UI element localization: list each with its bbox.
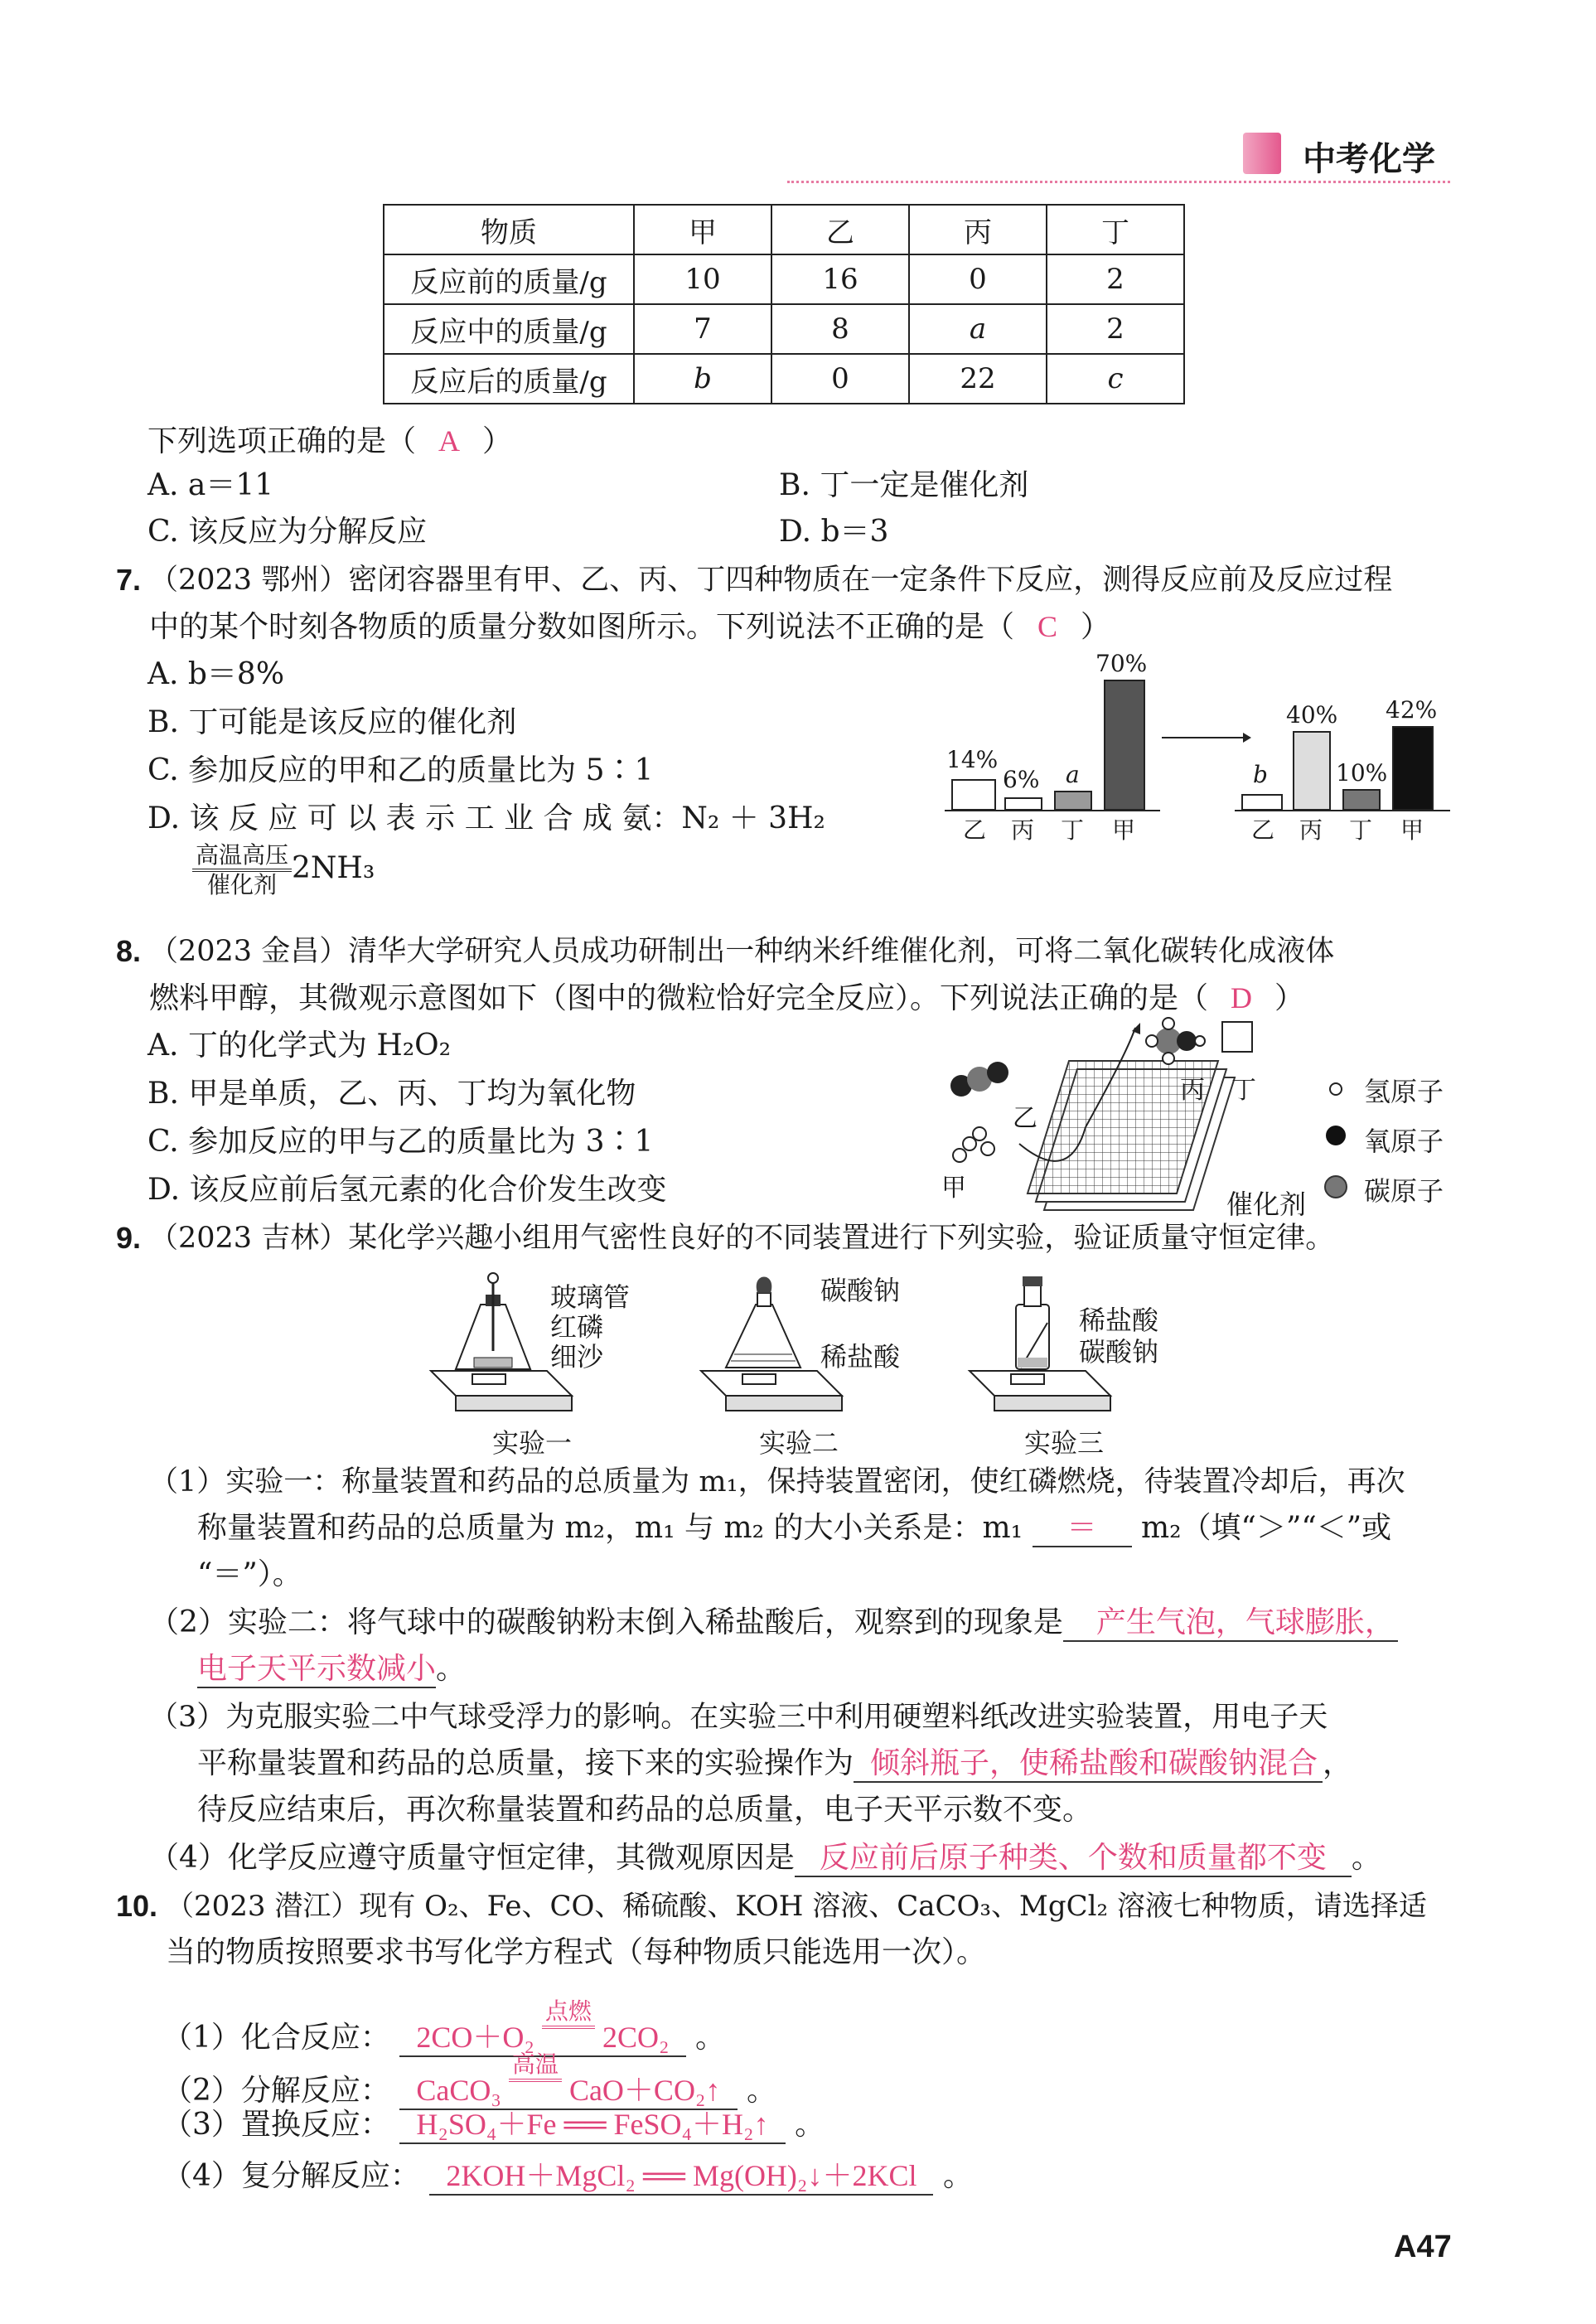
table-cell: 8 bbox=[771, 304, 909, 354]
header-divider bbox=[787, 181, 1450, 183]
carbon-atom-icon bbox=[1324, 1175, 1347, 1198]
value-label: 6% bbox=[1003, 766, 1040, 793]
bar-yi-after bbox=[1241, 794, 1283, 811]
bar-bing-before bbox=[1004, 797, 1042, 811]
table-cell: 2 bbox=[1047, 254, 1184, 304]
q8-label-yi: 乙 bbox=[1013, 1104, 1037, 1133]
exp3-label-sodium-carbonate: 碳酸钠 bbox=[1079, 1336, 1159, 1368]
exp2-label-hcl: 稀盐酸 bbox=[820, 1341, 901, 1373]
table-header: 丙 bbox=[909, 205, 1047, 254]
value-label: b bbox=[1253, 761, 1268, 788]
table-cell: 7 bbox=[634, 304, 771, 354]
table-cell: 0 bbox=[771, 354, 909, 404]
q6-stem: 下列选项正确的是（ A ） bbox=[148, 421, 512, 462]
table-cell: 10 bbox=[634, 254, 771, 304]
q7-answer: C bbox=[1037, 610, 1058, 643]
page-number: A47 bbox=[1394, 2230, 1452, 2264]
q9-p3-line3: 待反应结束后，再次称量装置和药品的总质量，电子天平示数不变。 bbox=[197, 1793, 1093, 1827]
q9-p2-line1: （2）实验二：将气球中的碳酸钠粉末倒入稀盐酸后，观察到的现象是 产生气泡，气球膨胀， bbox=[149, 1603, 1398, 1643]
exp1-caption: 实验一 bbox=[492, 1427, 573, 1459]
axis-after bbox=[1235, 810, 1450, 811]
exp1-label-phosphorus: 红磷 bbox=[550, 1311, 604, 1343]
q9-p1-answer: ＝ bbox=[1033, 1509, 1132, 1547]
q7-option-a: A. b＝8% bbox=[148, 657, 285, 691]
q9-p4-answer: 反应前后原子种类、个数和质量都不变 bbox=[795, 1839, 1352, 1877]
category-label: 乙 bbox=[963, 816, 987, 844]
oxygen-atom-icon bbox=[1326, 1126, 1346, 1145]
q10-p4-answer: 2KOH＋MgCl₂ ══ Mg(OH)₂↓＋2KCl bbox=[429, 2157, 933, 2196]
q8-label-catalyst: 催化剂 bbox=[1226, 1189, 1307, 1220]
table-cell: 16 bbox=[771, 254, 909, 304]
table-cell: 0 bbox=[909, 254, 1047, 304]
q9-stem: （2023 吉林）某化学兴趣小组用气密性良好的不同装置进行下列实验，验证质量守恒定律。 bbox=[149, 1222, 1335, 1255]
q9-p2-answer-1: 产生气泡，气球膨胀， bbox=[1063, 1604, 1398, 1642]
category-label: 丁 bbox=[1349, 816, 1373, 844]
table-header: 乙 bbox=[771, 205, 909, 254]
table-cell: 反应中的质量/g bbox=[384, 304, 634, 354]
category-label: 甲 bbox=[1112, 816, 1136, 844]
table-header: 甲 bbox=[634, 205, 771, 254]
q8-option-b: B. 甲是单质，乙、丙、丁均为氧化物 bbox=[148, 1077, 636, 1111]
q6-option-a: A. a＝11 bbox=[148, 468, 274, 502]
q8-molecule-methanol bbox=[1135, 1016, 1210, 1066]
q8-option-c: C. 参加反应的甲与乙的质量比为 3∶1 bbox=[148, 1125, 654, 1159]
table-cell: b bbox=[634, 354, 771, 404]
q9-p3-line1: （3）为克服实验二中气球受浮力的影响。在实验三中利用硬塑料纸改进实验装置，用电子天 bbox=[149, 1701, 1328, 1734]
exp3-caption: 实验三 bbox=[1024, 1427, 1105, 1459]
bar-jia-before bbox=[1104, 680, 1145, 811]
q9-p1-line2: 称量装置和药品的总质量为 m₂，m₁ 与 m₂ 的大小关系是：m₁ ＝ m₂（填“＞”“＜”或 bbox=[197, 1508, 1391, 1548]
q8-number: 8. bbox=[116, 934, 142, 968]
table-row bbox=[384, 304, 1184, 354]
q10-p4: （4）复分解反应： 2KOH＋MgCl₂ ══ Mg(OH)₂↓＋2KCl 。 bbox=[162, 2157, 973, 2196]
q8-option-a: A. 丁的化学式为 H₂O₂ bbox=[148, 1029, 452, 1063]
q9-p4-line1: （4）化学反应遵守质量守恒定律，其微观原因是 反应前后原子种类、个数和质量都不变 。 bbox=[149, 1838, 1381, 1878]
table-row bbox=[384, 354, 1184, 404]
q10-p2-answer: CaCO₃ 高温 CaO＋CO₂↑ bbox=[399, 2052, 737, 2110]
q10-line1: （2023 潜江）现有 O₂、Fe、CO、稀硫酸、KOH 溶液、CaCO₃、MgCl₂ 溶液七种物质，请选择适 bbox=[166, 1890, 1427, 1923]
q8-label-ding: 丁 bbox=[1231, 1076, 1256, 1105]
table-cell: 反应后的质量/g bbox=[384, 354, 634, 404]
q9-p1-line1: （1）实验一：称量装置和药品的总质量为 m₁，保持装置密闭，使红磷燃烧，待装置冷却后，再次 bbox=[149, 1465, 1405, 1498]
q9-p2-line2: 电子天平示数减小。 bbox=[197, 1649, 466, 1689]
q6-option-d: D. b＝3 bbox=[779, 515, 889, 549]
table-cell: 22 bbox=[909, 354, 1047, 404]
table-cell: 2 bbox=[1047, 304, 1184, 354]
category-label: 乙 bbox=[1251, 816, 1275, 844]
q9-number: 9. bbox=[116, 1221, 142, 1255]
q7-option-d: D. 该 反 应 可 以 表 示 工 业 合 成 氨：N₂ ＋ 3H₂ bbox=[148, 801, 825, 835]
q9-p2-answer-2: 电子天平示数减小 bbox=[197, 1650, 436, 1688]
q6-option-b: B. 丁一定是催化剂 bbox=[779, 468, 1029, 502]
q7-equation-cont: $\frac{\text{高温高压}}{\text{催化剂}}$ 2NH₃ bbox=[192, 842, 375, 898]
exp2-caption: 实验二 bbox=[759, 1427, 839, 1459]
arrow-icon bbox=[1160, 729, 1251, 746]
legend-hydrogen: 氢原子 bbox=[1364, 1076, 1444, 1107]
header-bookmark-icon bbox=[1243, 133, 1281, 174]
q6-answer: A bbox=[438, 424, 461, 458]
q8-line1: （2023 金昌）清华大学研究人员成功研制出一种纳米纤维催化剂，可将二氧化碳转化成液体 bbox=[149, 935, 1335, 968]
mass-table bbox=[383, 204, 1185, 404]
q9-p3-answer: 倾斜瓶子，使稀盐酸和碳酸钠混合 bbox=[854, 1745, 1323, 1783]
q10-line2: 当的物质按照要求书写化学方程式（每种物质只能选用一次）。 bbox=[166, 1935, 987, 1969]
q7-condition: $\frac{\text{高温高压}}{\text{催化剂}}$ bbox=[192, 842, 292, 898]
q10-p2: （2）分解反应： CaCO₃ 高温 CaO＋CO₂↑ 。 bbox=[162, 2052, 776, 2111]
q10-number: 10. bbox=[116, 1889, 158, 1923]
q8-answer: D bbox=[1231, 981, 1253, 1014]
value-label: 40% bbox=[1286, 701, 1338, 729]
value-label: 42% bbox=[1386, 696, 1438, 724]
q9-p3-line2: 平称量装置和药品的总质量，接下来的实验操作为 倾斜瓶子，使稀盐酸和碳酸钠混合 ， bbox=[197, 1744, 1352, 1784]
table-header: 物质 bbox=[384, 205, 634, 254]
category-label: 丙 bbox=[1299, 816, 1323, 844]
header-title: 中考化学 bbox=[1303, 141, 1435, 177]
q7-option-b: B. 丁可能是该反应的催化剂 bbox=[148, 705, 517, 739]
bar-ding-before bbox=[1054, 791, 1092, 811]
exp2-label-sodium-carbonate: 碳酸钠 bbox=[820, 1275, 901, 1306]
bar-bing-after bbox=[1293, 731, 1331, 811]
table-cell: c bbox=[1047, 354, 1184, 404]
category-label: 甲 bbox=[1400, 816, 1424, 844]
q8-label-jia: 甲 bbox=[941, 1174, 966, 1203]
exp1-label-tube: 玻璃管 bbox=[550, 1281, 631, 1313]
exp1-label-sand: 细沙 bbox=[550, 1341, 604, 1373]
bar-yi-before bbox=[951, 779, 996, 811]
value-label: 14% bbox=[946, 746, 999, 773]
q7-line2: 中的某个时刻各物质的质量分数如图所示。下列说法不正确的是（ C ） bbox=[149, 607, 1110, 647]
table-header-row bbox=[384, 205, 1184, 254]
table-header: 丁 bbox=[1047, 205, 1184, 254]
q7-number: 7. bbox=[116, 563, 142, 597]
table-cell: a bbox=[909, 304, 1047, 354]
q10-p3-answer: H₂SO₄＋Fe ══ FeSO₄＋H₂↑ bbox=[399, 2106, 785, 2144]
value-label: 70% bbox=[1095, 650, 1148, 677]
legend-oxygen: 氧原子 bbox=[1364, 1126, 1444, 1157]
category-label: 丙 bbox=[1011, 816, 1035, 844]
q10-p1: （1）化合反应： 2CO＋O₂ 点燃 2CO₂ 。 bbox=[162, 1999, 725, 2058]
category-label: 丁 bbox=[1061, 816, 1085, 844]
q8-option-d: D. 该反应前后氢元素的化合价发生改变 bbox=[148, 1173, 667, 1207]
hydrogen-atom-icon bbox=[1329, 1082, 1342, 1096]
value-label: a bbox=[1066, 761, 1080, 788]
q8-ding-box bbox=[1221, 1021, 1253, 1053]
q7-line1: （2023 鄂州）密闭容器里有甲、乙、丙、丁四种物质在一定条件下反应，测得反应前及反应过程 bbox=[149, 564, 1393, 597]
exp3-label-hcl: 稀盐酸 bbox=[1079, 1305, 1159, 1336]
table-cell: 反应前的质量/g bbox=[384, 254, 634, 304]
q8-label-bing: 丙 bbox=[1180, 1076, 1205, 1105]
q9-p1-line3: “＝”）。 bbox=[197, 1557, 302, 1591]
q6-option-c: C. 该反应为分解反应 bbox=[148, 515, 428, 549]
q10-p3: （3）置换反应： H₂SO₄＋Fe ══ FeSO₄＋H₂↑ 。 bbox=[162, 2105, 825, 2145]
value-label: 10% bbox=[1336, 759, 1388, 787]
bar-ding-after bbox=[1342, 789, 1381, 811]
axis-before bbox=[945, 810, 1160, 811]
legend-carbon: 碳原子 bbox=[1364, 1175, 1444, 1207]
table-row bbox=[384, 254, 1184, 304]
q7-option-c: C. 参加反应的甲和乙的质量比为 5∶1 bbox=[148, 753, 654, 787]
q10-p1-answer: 2CO＋O₂ 点燃 2CO₂ bbox=[399, 1999, 685, 2057]
q8-line2: 燃料甲醇，其微观示意图如下（图中的微粒恰好完全反应）。下列说法正确的是（ D ） bbox=[149, 978, 1304, 1019]
bar-jia-after bbox=[1392, 726, 1434, 811]
